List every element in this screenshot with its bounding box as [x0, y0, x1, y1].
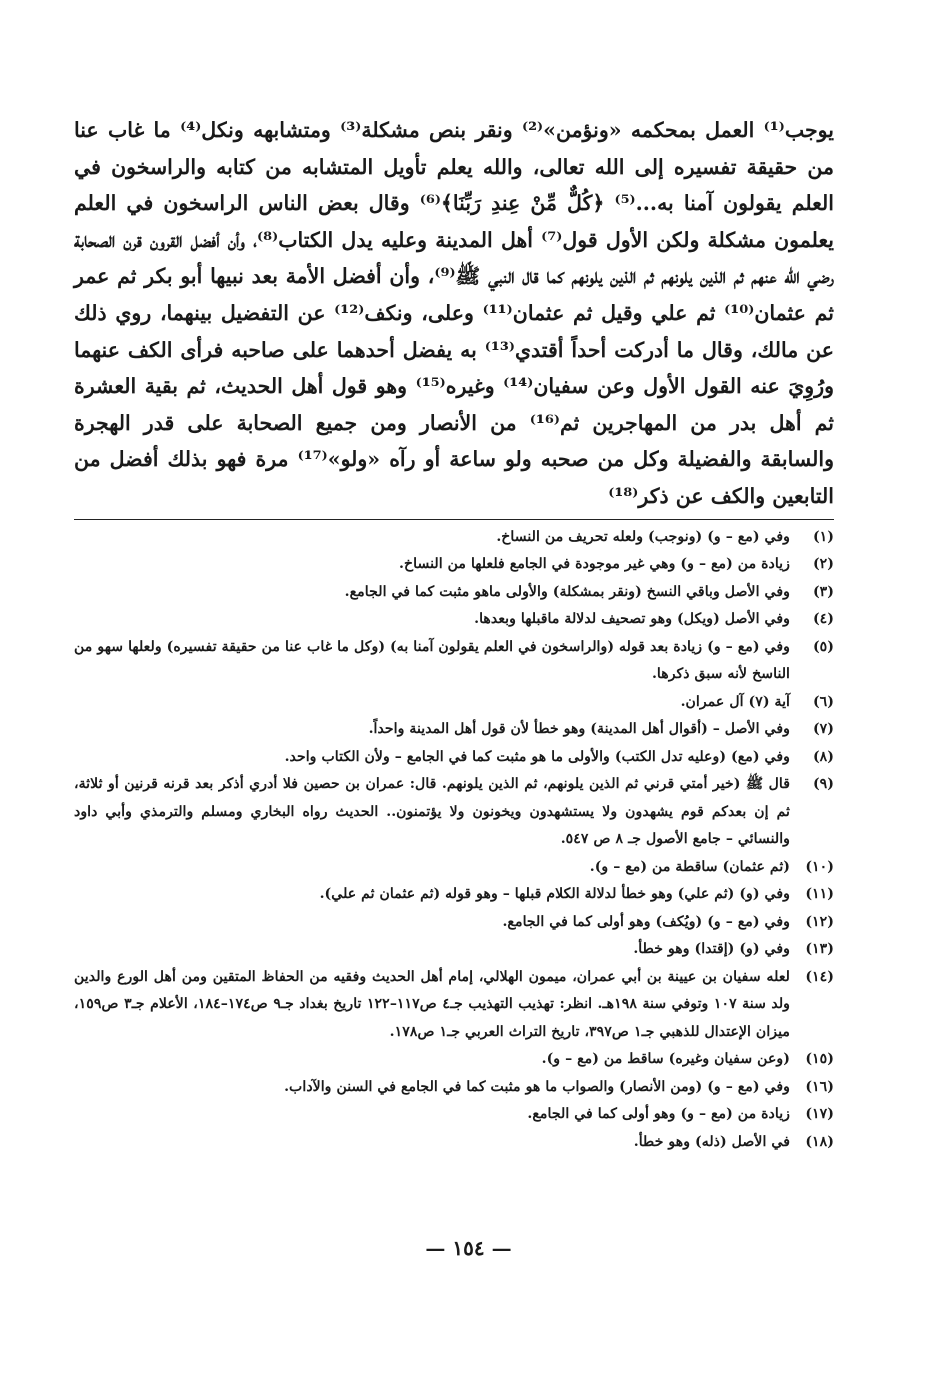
footnote	[74, 744, 834, 772]
footnote-text: وفي (مع – و) زيادة بعد قوله (والراسخون في العلم يقولون آمنا به) (وكل ما غاب عنا من حقيقة تفسيره) ولعلها سهو من الناسخ لأنه سبق ذكرها.	[74, 638, 790, 683]
footnote	[74, 634, 834, 689]
footnote-number: (١٢)	[805, 913, 834, 930]
footnote-number: (١١)	[805, 886, 834, 903]
footnote	[74, 579, 834, 607]
footnote-number: (٣)	[812, 583, 834, 600]
footnote	[74, 716, 834, 744]
footnote-number: (٥)	[812, 638, 834, 655]
footnote-number: (٨)	[812, 748, 834, 765]
footnote	[74, 964, 834, 1047]
footnote	[74, 1074, 834, 1102]
footnote-text: وفي الأصل (ويكل) وهو تصحيف لدلالة ماقبلها وبعدها.	[474, 611, 790, 628]
footnote	[74, 1129, 834, 1157]
footnote	[74, 881, 834, 909]
footnote-number: (١٨)	[805, 1133, 834, 1150]
footnote	[74, 1101, 834, 1129]
footnote	[74, 1046, 834, 1074]
footnote-text: (وعن سفيان وغيره) ساقط من (مع – و).	[541, 1051, 790, 1068]
footnote	[74, 936, 834, 964]
main-text	[74, 112, 834, 515]
footnote-text: وفي (مع) (وعليه تدل الكتب) والأولى ما هو مثبت كما في الجامع – ولأن الكتاب واحد.	[284, 748, 790, 765]
footnote-text: زيادة من (مع – و) وهو أولى كما في الجامع.	[527, 1106, 790, 1123]
footnote-number: (٩)	[812, 776, 834, 793]
main-paragraph: يوجب⁽¹⁾ العمل بمحكمه «ونؤمن»⁽²⁾ ونقر بنص مشكلة⁽³⁾ ومتشابهه ونكل⁽⁴⁾ ما غاب عنا من حقيقة تفسيره إلى الله تعالى، والله يعلم تأويل المتشابه من كتابه والراسخون في العلم يقولون آمنا به...⁽⁵⁾ ﴿كُلٌّ مِّنْ عِندِ رَبِّنَا﴾⁽⁶⁾ وقال بعض الناس الراسخون في العلم يعلمون مشكلة ولكن الأول قول⁽⁷⁾ أهل المدينة وعليه يدل الكتاب⁽⁸⁾، وأن أفضل القرون قرن الصحابة رضي الله عنهم ثم الذين يلونهم ثم الذين يلونهم كما قال النبي ﷺ⁽⁹⁾، وأن أفضل الأمة بعد نبيها أبو بكر ثم عمر ثم عثمان⁽¹⁰⁾ ثم علي وقيل ثم عثمان⁽¹¹⁾ وعلى، ونكف⁽¹²⁾ عن التفضيل بينهما، روي ذلك عن مالك، وقال ما أدركت أحداً أقتدي⁽¹³⁾ به يفضل أحدهما على صاحبه فرأى الكف عنهما ورُوِيَ عنه القول الأول وعن سفيان⁽¹⁴⁾ وغيره⁽¹⁵⁾ وهو قول أهل الحديث، ثم بقية العشرة ثم أهل بدر من المهاجرين ثم⁽¹⁶⁾ من الأنصار ومن جميع الصحابة على قدر الهجرة والسابقة والفضيلة وكل من صحبه ولو ساعة أو رآه «ولو»⁽¹⁷⁾ مرة فهو بذلك أفضل من التابعين والكف عن ذكر⁽¹⁸⁾	[74, 118, 835, 508]
footnote	[74, 909, 834, 937]
page-number: — ١٥٤ —	[425, 1236, 512, 1260]
footnote-number: (٧)	[812, 721, 834, 738]
footnote-number: (٦)	[812, 693, 834, 710]
footnote-number: (١٤)	[805, 968, 834, 985]
footnote	[74, 524, 834, 552]
footnotes	[74, 524, 834, 1157]
footnote	[74, 551, 834, 579]
footnote-number: (١٧)	[805, 1106, 834, 1123]
footnote-separator	[74, 519, 834, 520]
footnote-number: (١٠)	[805, 858, 834, 875]
footnote-text: وفي (و) (إقتدا) وهو خطأ.	[633, 941, 790, 958]
footnote-text: لعله سفيان بن عيينة بن أبي عمران، ميمون الهلالي، إمام أهل الحديث وفقيه من الحفاظ المتقين ومن أهل الورع والدين ولد سنة ١٠٧ وتوفي سنة ١٩٨هـ. انظر: تهذيب التهذيب جـ٤ ص١١٧–١٢٢ تاريخ بغداد جـ٩ ص١٧٤–١٨٤، الأعلام جـ٣ ص١٥٩، ميزان الإعتدال للذهبي جـ١ ص٣٩٧، تاريخ التراث العربي جـ١ ص١٧٨.	[74, 968, 791, 1040]
footnote-text: وفي (مع – و) (ونوجب) ولعله تحريف من النساخ.	[496, 528, 790, 545]
footnote	[74, 771, 834, 854]
footnote-text: وفي الأصل – (أقوال أهل المدينة) وهو خطأ لأن قول أهل المدينة واحداً.	[368, 721, 790, 738]
footnote-number: (١٥)	[805, 1051, 834, 1068]
footnote-text: زيادة من (مع – و) وهي غير موجودة في الجامع فلعلها من النساخ.	[399, 556, 790, 573]
footnote-text: قال ﷺ (خير أمتي قرني ثم الذين يلونهم، ثم الذين يلونهم. قال: عمران بن حصين فلا أدري أذكر بعد قرنه قرنين أو ثلاثة، ثم إن بعدكم قوم يشهدون ولا يستشهدون ويخونون ولا يؤتمنون.. الحديث رواه البخاري ومسلم والترمذي وأبي داود والنسائي – جامع الأصول جـ ٨ ص ٥٤٧.	[74, 776, 790, 848]
footnote-number: (٢)	[812, 556, 834, 573]
footnote-text: وفي الأصل وباقي النسخ (ونقر بمشكلة) والأولى ماهو مثبت كما في الجامع.	[344, 583, 790, 600]
footnote-text: وفي (مع – و) (ومن الأنصار) والصواب ما هو مثبت كما في الجامع في السنن والآداب.	[284, 1078, 790, 1095]
footnote-number: (١)	[812, 528, 834, 545]
footnote	[74, 689, 834, 717]
footnote-text: وفي (مع – و) (ويُكف) وهو أولى كما في الجامع.	[502, 913, 790, 930]
footnote	[74, 606, 834, 634]
footnote-number: (٤)	[812, 611, 834, 628]
footnote-number: (١٦)	[805, 1078, 834, 1095]
footnote-text: (ثم عثمان) ساقطة من (مع – و).	[589, 858, 790, 875]
footnote	[74, 854, 834, 882]
footnote-text: وفي (و) (ثم علي) وهو خطأ لدلالة الكلام قبلها – وهو قوله (ثم عثمان ثم علي).	[319, 886, 790, 903]
footnote-number: (١٣)	[805, 941, 834, 958]
footnote-text: آية (٧) آل عمران.	[680, 693, 790, 710]
footnote-text: في الأصل (ذله) وهو خطأ.	[633, 1133, 790, 1150]
